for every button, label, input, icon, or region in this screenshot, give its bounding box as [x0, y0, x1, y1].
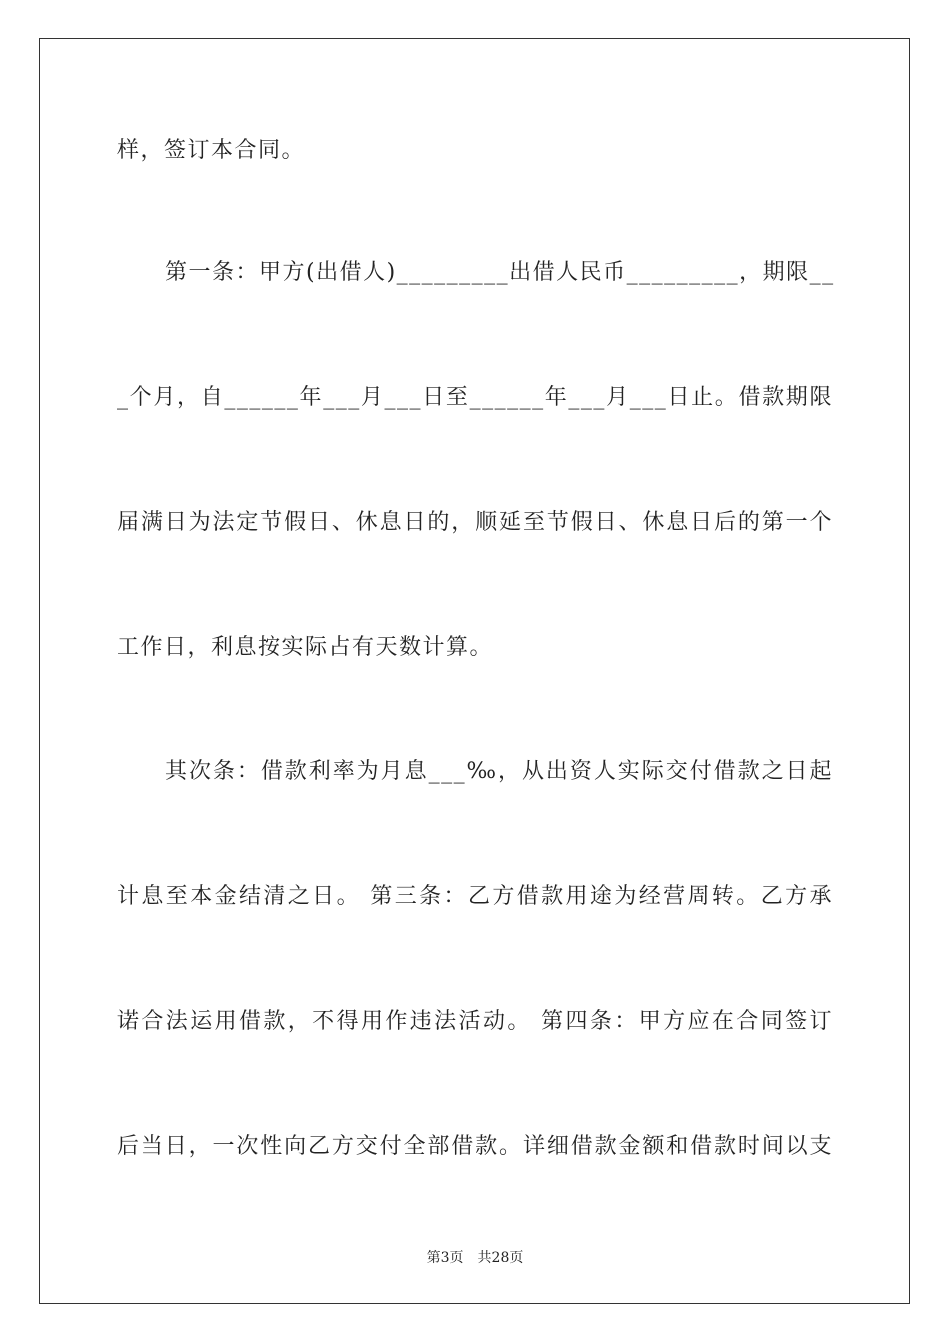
text-line-2: 第一条：甲方(出借人)_________出借人民币_________，期限__ [165, 260, 835, 285]
text-line-1: 样，签订本合同。 [117, 138, 306, 163]
text-line-8: 诺合法运用借款，不得用作违法活动。 第四条：甲方应在合同签订 [117, 1009, 833, 1034]
page-footer [0, 1247, 950, 1267]
page-frame [39, 38, 910, 1304]
text-line-6: 其次条：借款利率为月息___‰，从出资人实际交付借款之日起 [165, 759, 833, 784]
page-total: 共28页 [477, 1250, 524, 1266]
text-line-5: 工作日，利息按实际占有天数计算。 [117, 635, 494, 660]
page-number: 第3页 [426, 1250, 464, 1266]
text-line-3: _个月，自______年___月___日至______年___月___日止。借款期限 [117, 385, 833, 410]
text-line-9: 后当日，一次性向乙方交付全部借款。详细借款金额和借款时间以支 [117, 1134, 833, 1159]
text-line-7: 计息至本金结清之日。 第三条：乙方借款用途为经营周转。乙方承 [117, 884, 833, 909]
text-line-4: 届满日为法定节假日、休息日的，顺延至节假日、休息日后的第一个 [117, 510, 833, 535]
